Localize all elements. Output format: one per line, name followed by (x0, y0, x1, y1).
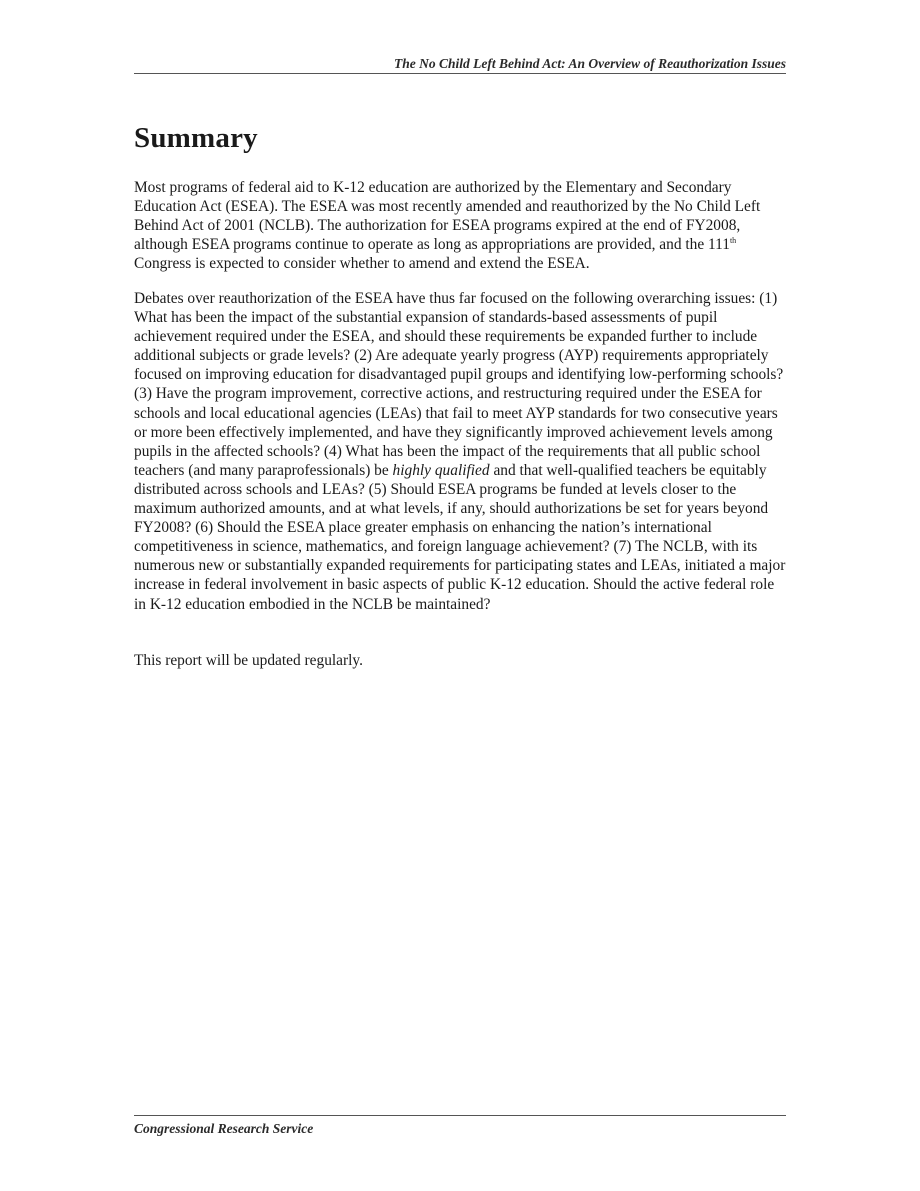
ordinal-suffix: th (729, 236, 737, 246)
footer-publisher: Congressional Research Service (134, 1121, 314, 1136)
paragraph-1-text-start: Most programs of federal aid to K-12 education are authorized by the Elementary and Secondary Education Act (ESEA). The ESEA was most recently amended and reauthorized by the No Child Left Behind Act of 2001 (NCLB). The authorization for ESEA programs expired at the end of FY2008, although ESEA programs continue to operate as long as appropriations are provided, and the 111 (134, 179, 761, 254)
paragraph-2-text-end: and that well-qualified teachers be equitably distributed across schools and LEAs? (5) Should ESEA programs be funded at levels closer to the maximum authorized amounts, and at what levels, if any, should authorizations be set for years beyond FY2008? (6) Should the ESEA place greater emphasis on enhancing the nation’s international competitiveness in science, mathematics, and foreign language achievement? (7) The NCLB, with its numerous new or substantially expanded requirements for participating states and LEAs, initiated a major increase in federal involvement in basic aspects of public K-12 education. Should the active federal role in K-12 education embodied in the NCLB be maintained? (134, 461, 786, 613)
footer-divider (134, 1115, 786, 1116)
update-note: This report will be updated regularly. (134, 652, 363, 669)
summary-paragraph-2 (134, 289, 786, 614)
paragraph-2-text-start: Debates over reauthorization of the ESEA have thus far focused on the following overarching issues: (1) What has been the impact of the substantial expansion of standards-based assessments of pupil achievement required under the ESEA, and should these requirements be expanded further to include additional subjects or grade levels? (2) Are adequate yearly progress (AYP) requirements appropriately focused on improving education for disadvantaged pupil groups and identifying low-performing schools? (3) Have the program improvement, corrective actions, and restructuring required under the ESEA for schools and local educational agencies (LEAs) that fail to meet AYP standards for two consecutive years or more been effectively implemented, and have they significantly improved achievement levels among pupils in the affected schools? (4) What has been the impact of the requirements that all public school teachers (and many paraprofessionals) be (134, 290, 784, 479)
emphasis-highly-qualified: highly qualified (392, 461, 490, 479)
page-title: Summary (134, 122, 258, 154)
paragraph-1-text-end: Congress is expected to consider whether to amend and extend the ESEA. (134, 255, 590, 273)
summary-paragraph-1 (134, 178, 786, 273)
summary-paragraph-3 (134, 651, 786, 670)
running-header-title: The No Child Left Behind Act: An Overview of Reauthorization Issues (393, 56, 786, 71)
header-divider (134, 73, 786, 74)
